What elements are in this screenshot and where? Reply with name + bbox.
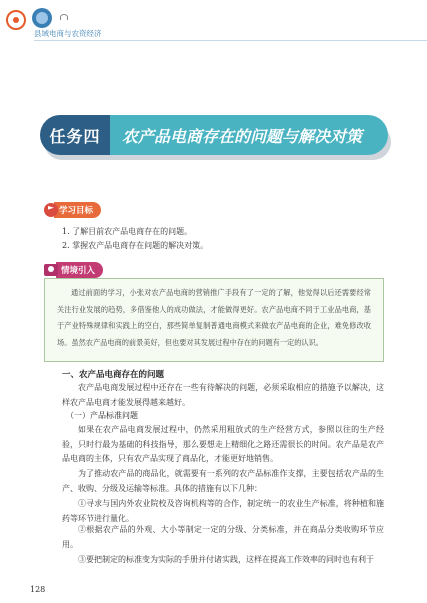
banner-title-block [110,115,388,155]
page-number: 128 [30,585,46,594]
camera-icon [44,264,58,276]
goals-label: 学习目标 [54,202,101,218]
flag-icon [44,203,58,217]
case-tag [44,262,103,278]
chapter-label: 任务四 [49,126,101,146]
case-text-box: 通过前面的学习，小张对农产品电商的营销推广手段有了一定的了解，他觉得以后还需要经常关注行业发展的趋势，多借鉴他人的成功做法，才能做得更好。农产品电商不同于工业品电商，基于产业特殊规律和实践上的空白，那些简单复制普通电商模式来做农产品电商的企业，难免修改收场。虽然农产品电商的前景美好，但也要对其发展过程中存在的问题有一定的认识。 [44,278,384,362]
case-label: 情境引入 [56,262,103,278]
goal-item: 1. 了解目前农产品电商存在的问题。 [62,227,193,236]
paragraph: 如果在农产品电商发展过程中，仍然采用粗放式的生产经营方式，参照以往的生产经验，只时行最为基础的科技指导，那么要想走上精细化之路还需很长的时间。农产品是农产品电商的主体，只有农产品实现了商品化，才能更好地销售。 [62,425,384,463]
wifi-icon [60,14,68,20]
goals-tag [44,202,101,218]
chapter-title: 农产品电商存在的问题与解决对策 [122,126,363,146]
paragraph: ③要把制定的标准变为实际的手册并付诸实践，这样在提高工作效率的同时也有利于 [78,555,374,564]
paragraph: ①寻求与国内外农业院校及咨询机构等的合作，制定统一的农业生产标准，将种植和施药等环节进行量化。 [62,499,384,523]
paragraph: 为了推动农产品的商品化，就需要有一系列的农产品标准作支撑，主要包括农产品的生产、收购、分级及运输等标准。具体的措施有以下几种： [62,469,384,493]
running-title: 县域电商与农资经济 [34,29,102,38]
section-title: 一、农产品电商存在的问题 [62,370,165,380]
header-divider [34,40,427,41]
paragraph: ②根据农产品的外观、大小等制定一定的分级、分类标准，并在商品分类收购环节应用。 [62,525,384,549]
target-icon [6,10,26,30]
subsection-title: （一）产品标准问题 [66,411,138,420]
banner-chapter-block [40,115,110,155]
goal-item: 2. 掌握农产品电商存在问题的解决对策。 [62,241,209,250]
globe-icon [32,8,52,28]
paragraph: 农产品电商发展过程中还存在一些有待解决的问题，必须采取相应的措施予以解决，这样农产品电商才能发展得越来越好。 [62,383,384,407]
